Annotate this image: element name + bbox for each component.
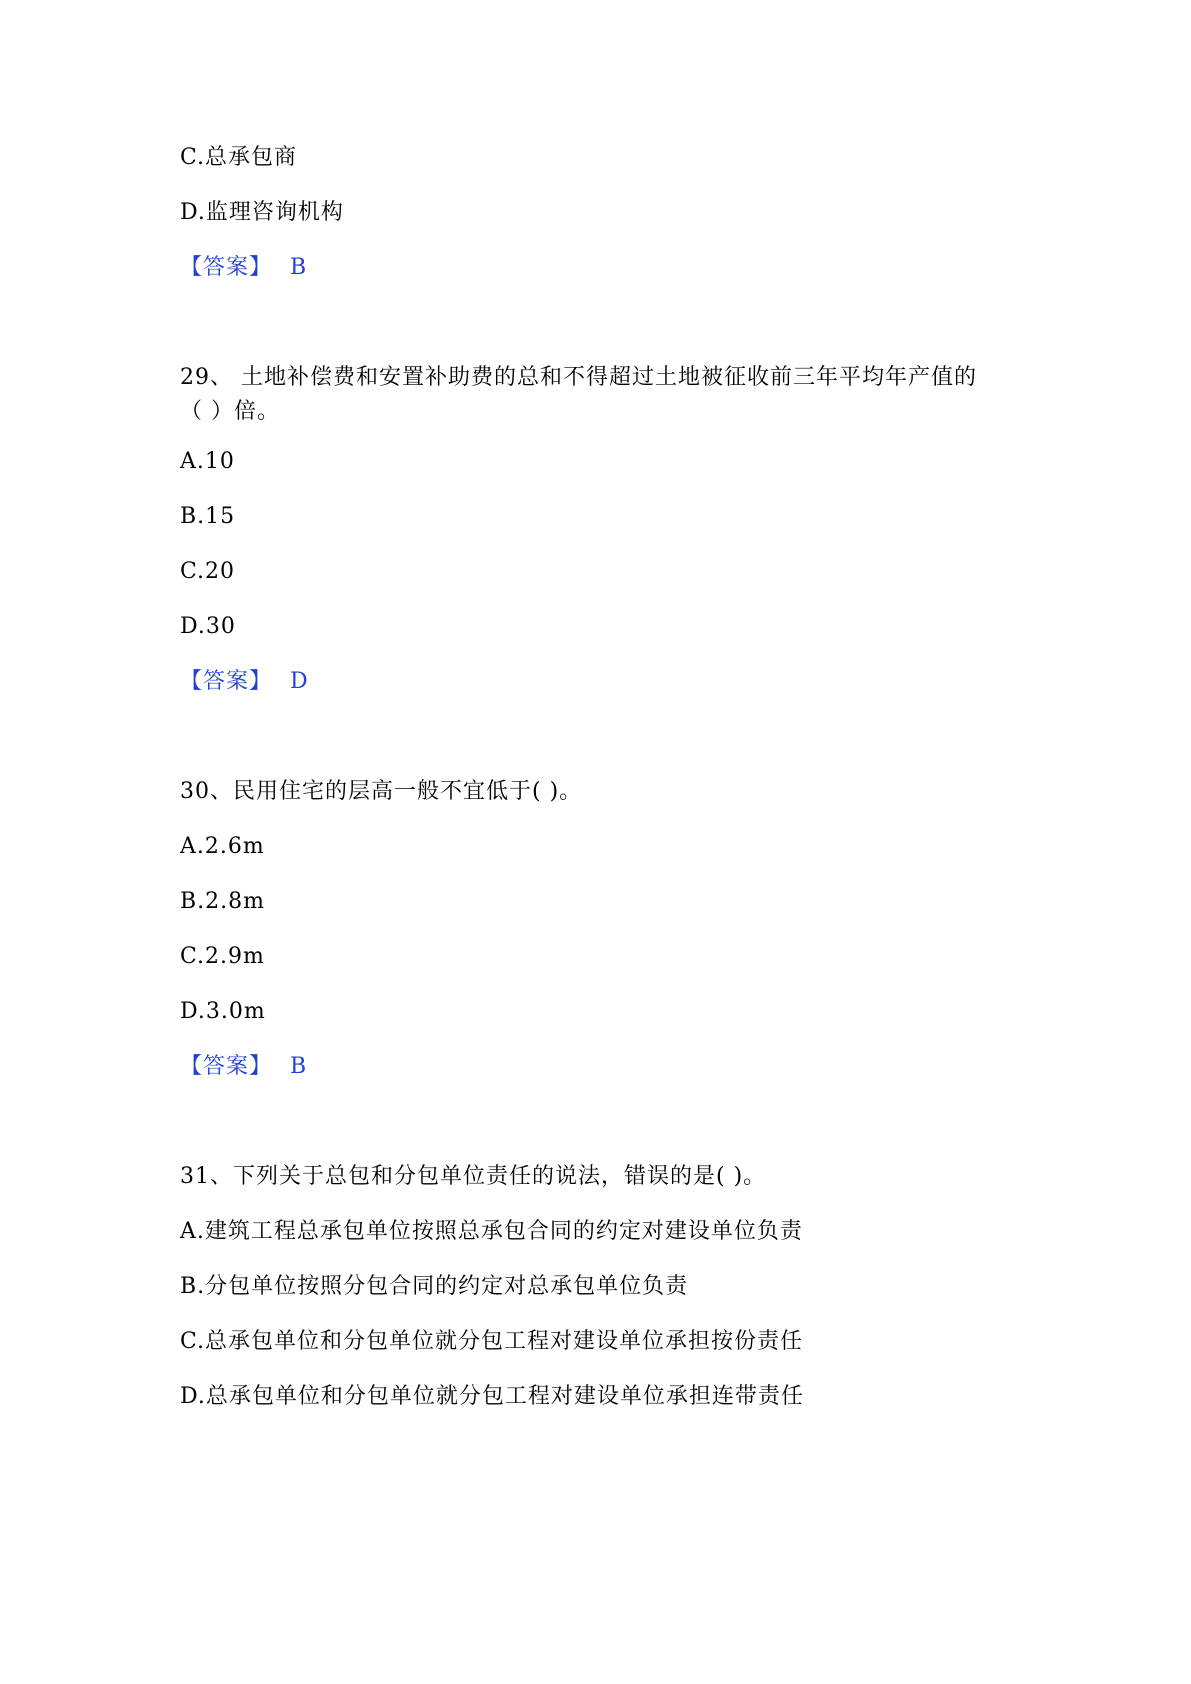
question-29-stem-line2: （ ）倍。 — [180, 399, 280, 424]
option-c: C.总承包商 — [180, 145, 298, 170]
answer-label: 【答案】 — [180, 669, 273, 694]
q31-option-a: A.建筑工程总承包单位按照总承包合同的约定对建设单位负责 — [180, 1219, 803, 1244]
answer-label: 【答案】 — [180, 1054, 273, 1079]
q29-option-a: A.10 — [180, 449, 235, 474]
answer-value: D — [290, 669, 309, 694]
q29-option-d: D.30 — [180, 614, 236, 639]
question-31-stem: 31、下列关于总包和分包单位责任的说法，错误的是( )。 — [180, 1164, 767, 1189]
q31-option-c: C.总承包单位和分包单位就分包工程对建设单位承担按份责任 — [180, 1329, 804, 1354]
answer-value: B — [290, 1054, 308, 1079]
q31-option-d: D.总承包单位和分包单位就分包工程对建设单位承担连带责任 — [180, 1384, 804, 1409]
option-d: D.监理咨询机构 — [180, 200, 344, 225]
q30-option-c: C.2.9m — [180, 944, 265, 969]
q29-answer-line — [180, 667, 309, 697]
answer-label: 【答案】 — [180, 255, 273, 280]
question-30-stem: 30、民用住宅的层高一般不宜低于( )。 — [180, 779, 583, 804]
q31-option-b: B.分包单位按照分包合同的约定对总承包单位负责 — [180, 1274, 689, 1299]
q29-option-c: C.20 — [180, 559, 236, 584]
q30-option-b: B.2.8m — [180, 889, 266, 914]
answer-line — [180, 253, 307, 283]
question-29-stem-line1: 29、 土地补偿费和安置补助费的总和不得超过土地被征收前三年平均年产值的 — [180, 365, 977, 390]
q30-option-d: D.3.0m — [180, 999, 266, 1024]
q30-option-a: A.2.6m — [180, 834, 265, 859]
q30-answer-line — [180, 1052, 307, 1082]
answer-value: B — [290, 255, 308, 280]
q29-option-b: B.15 — [180, 504, 236, 529]
